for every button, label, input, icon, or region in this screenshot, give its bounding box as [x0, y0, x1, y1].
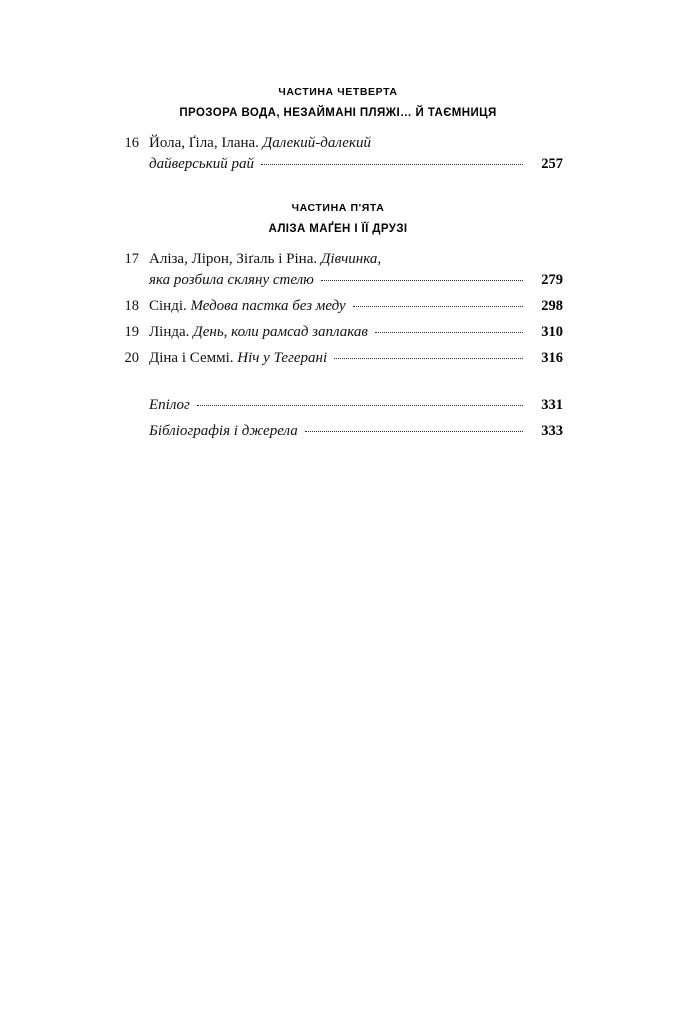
toc-entry-title-italic: Далекий-далекий: [262, 135, 371, 151]
toc-entry-page: 310: [541, 324, 563, 340]
part-label: ЧАСТИНА ЧЕТВЕРТА: [278, 86, 398, 98]
part-section: [113, 202, 563, 369]
toc-entry-body: [149, 296, 563, 317]
part-entries: [113, 133, 563, 175]
toc-entry-page: 331: [541, 397, 563, 413]
toc-entry[interactable]: [113, 421, 563, 442]
toc-entry-page: 257: [541, 156, 563, 172]
toc-entry-title-continued: дайверський рай: [149, 156, 255, 172]
section-spacer: [113, 180, 563, 202]
toc-entry-number: 18: [124, 298, 139, 314]
toc-entry-line-2: [149, 270, 563, 291]
part-heading: [113, 86, 563, 119]
part-section: [113, 86, 563, 175]
part-title: АЛІЗА МАҐЕН І ЇЇ ДРУЗІ: [268, 223, 408, 235]
toc-entry-number: 16: [124, 135, 139, 151]
toc-entry-line-1: [149, 249, 563, 270]
part-title: ПРОЗОРА ВОДА, НЕЗАЙМАНІ ПЛЯЖІ… Й ТАЄМНИЦЯ: [179, 107, 497, 119]
dot-leader: [305, 430, 523, 432]
toc-entry-title-plain: Йола, Ґіла, Ілана.: [149, 135, 263, 151]
toc-entry-title: Бібліографія і джерела: [149, 423, 298, 439]
toc-entry-title-plain: Діна і Семмі.: [149, 350, 238, 366]
part-heading: [113, 202, 563, 235]
dot-leader: [197, 404, 523, 406]
toc-entry-body: [149, 133, 563, 175]
toc-entry-body: [149, 322, 563, 343]
dot-leader: [375, 331, 523, 333]
toc-entry-body: [149, 249, 563, 291]
dot-leader: [334, 357, 523, 359]
toc-entry-title: [149, 322, 368, 343]
toc-entry[interactable]: [113, 322, 563, 343]
toc-entry[interactable]: [113, 296, 563, 317]
toc-entry[interactable]: [113, 395, 563, 416]
toc-entry-title: [149, 133, 371, 154]
toc-entry-title-italic: День, коли рамсад заплакав: [193, 324, 368, 340]
toc-entry-title: Епілог: [149, 397, 190, 413]
table-of-contents: [113, 86, 563, 447]
back-matter-entries: [113, 395, 563, 442]
toc-entry-title-italic: Медова пастка без меду: [190, 298, 346, 314]
toc-entry-line-1: [149, 133, 563, 154]
toc-entry-title: [149, 296, 346, 317]
toc-entry-line-1: [149, 296, 563, 317]
toc-entry-title: [149, 249, 381, 270]
toc-entry-title-italic: Дівчинка,: [320, 251, 382, 267]
toc-entry-page: 298: [541, 298, 563, 314]
part-label: ЧАСТИНА П'ЯТА: [291, 202, 385, 214]
toc-entry[interactable]: [113, 133, 563, 175]
dot-leader: [261, 163, 523, 165]
toc-entry-title-plain: Лінда.: [149, 324, 194, 340]
toc-entry[interactable]: [113, 348, 563, 369]
toc-entry-number: 20: [124, 350, 139, 366]
toc-entry-body: [149, 395, 563, 416]
toc-entry-page: 279: [541, 272, 563, 288]
toc-entry-title-plain: Сінді.: [149, 298, 191, 314]
toc-entry-line-1: [149, 421, 563, 442]
toc-entry-page: 333: [541, 423, 563, 439]
part-entries: [113, 249, 563, 369]
toc-entry-title: [149, 348, 327, 369]
toc-entry-number: 17: [124, 251, 139, 267]
toc-entry-body: [149, 348, 563, 369]
dot-leader: [321, 279, 523, 281]
toc-entry-number: 19: [124, 324, 139, 340]
toc-entry-line-2: [149, 154, 563, 175]
toc-entry-page: 316: [541, 350, 563, 366]
toc-entry-line-1: [149, 322, 563, 343]
toc-entry-body: [149, 421, 563, 442]
toc-entry-title-italic: Ніч у Тегерані: [237, 350, 328, 366]
toc-entry[interactable]: [113, 249, 563, 291]
dot-leader: [353, 305, 523, 307]
toc-entry-line-1: [149, 348, 563, 369]
toc-entry-line-1: [149, 395, 563, 416]
toc-entry-title-plain: Аліза, Лірон, Зіґаль і Ріна.: [149, 251, 321, 267]
toc-entry-title-continued: яка розбила скляну стелю: [149, 272, 314, 288]
